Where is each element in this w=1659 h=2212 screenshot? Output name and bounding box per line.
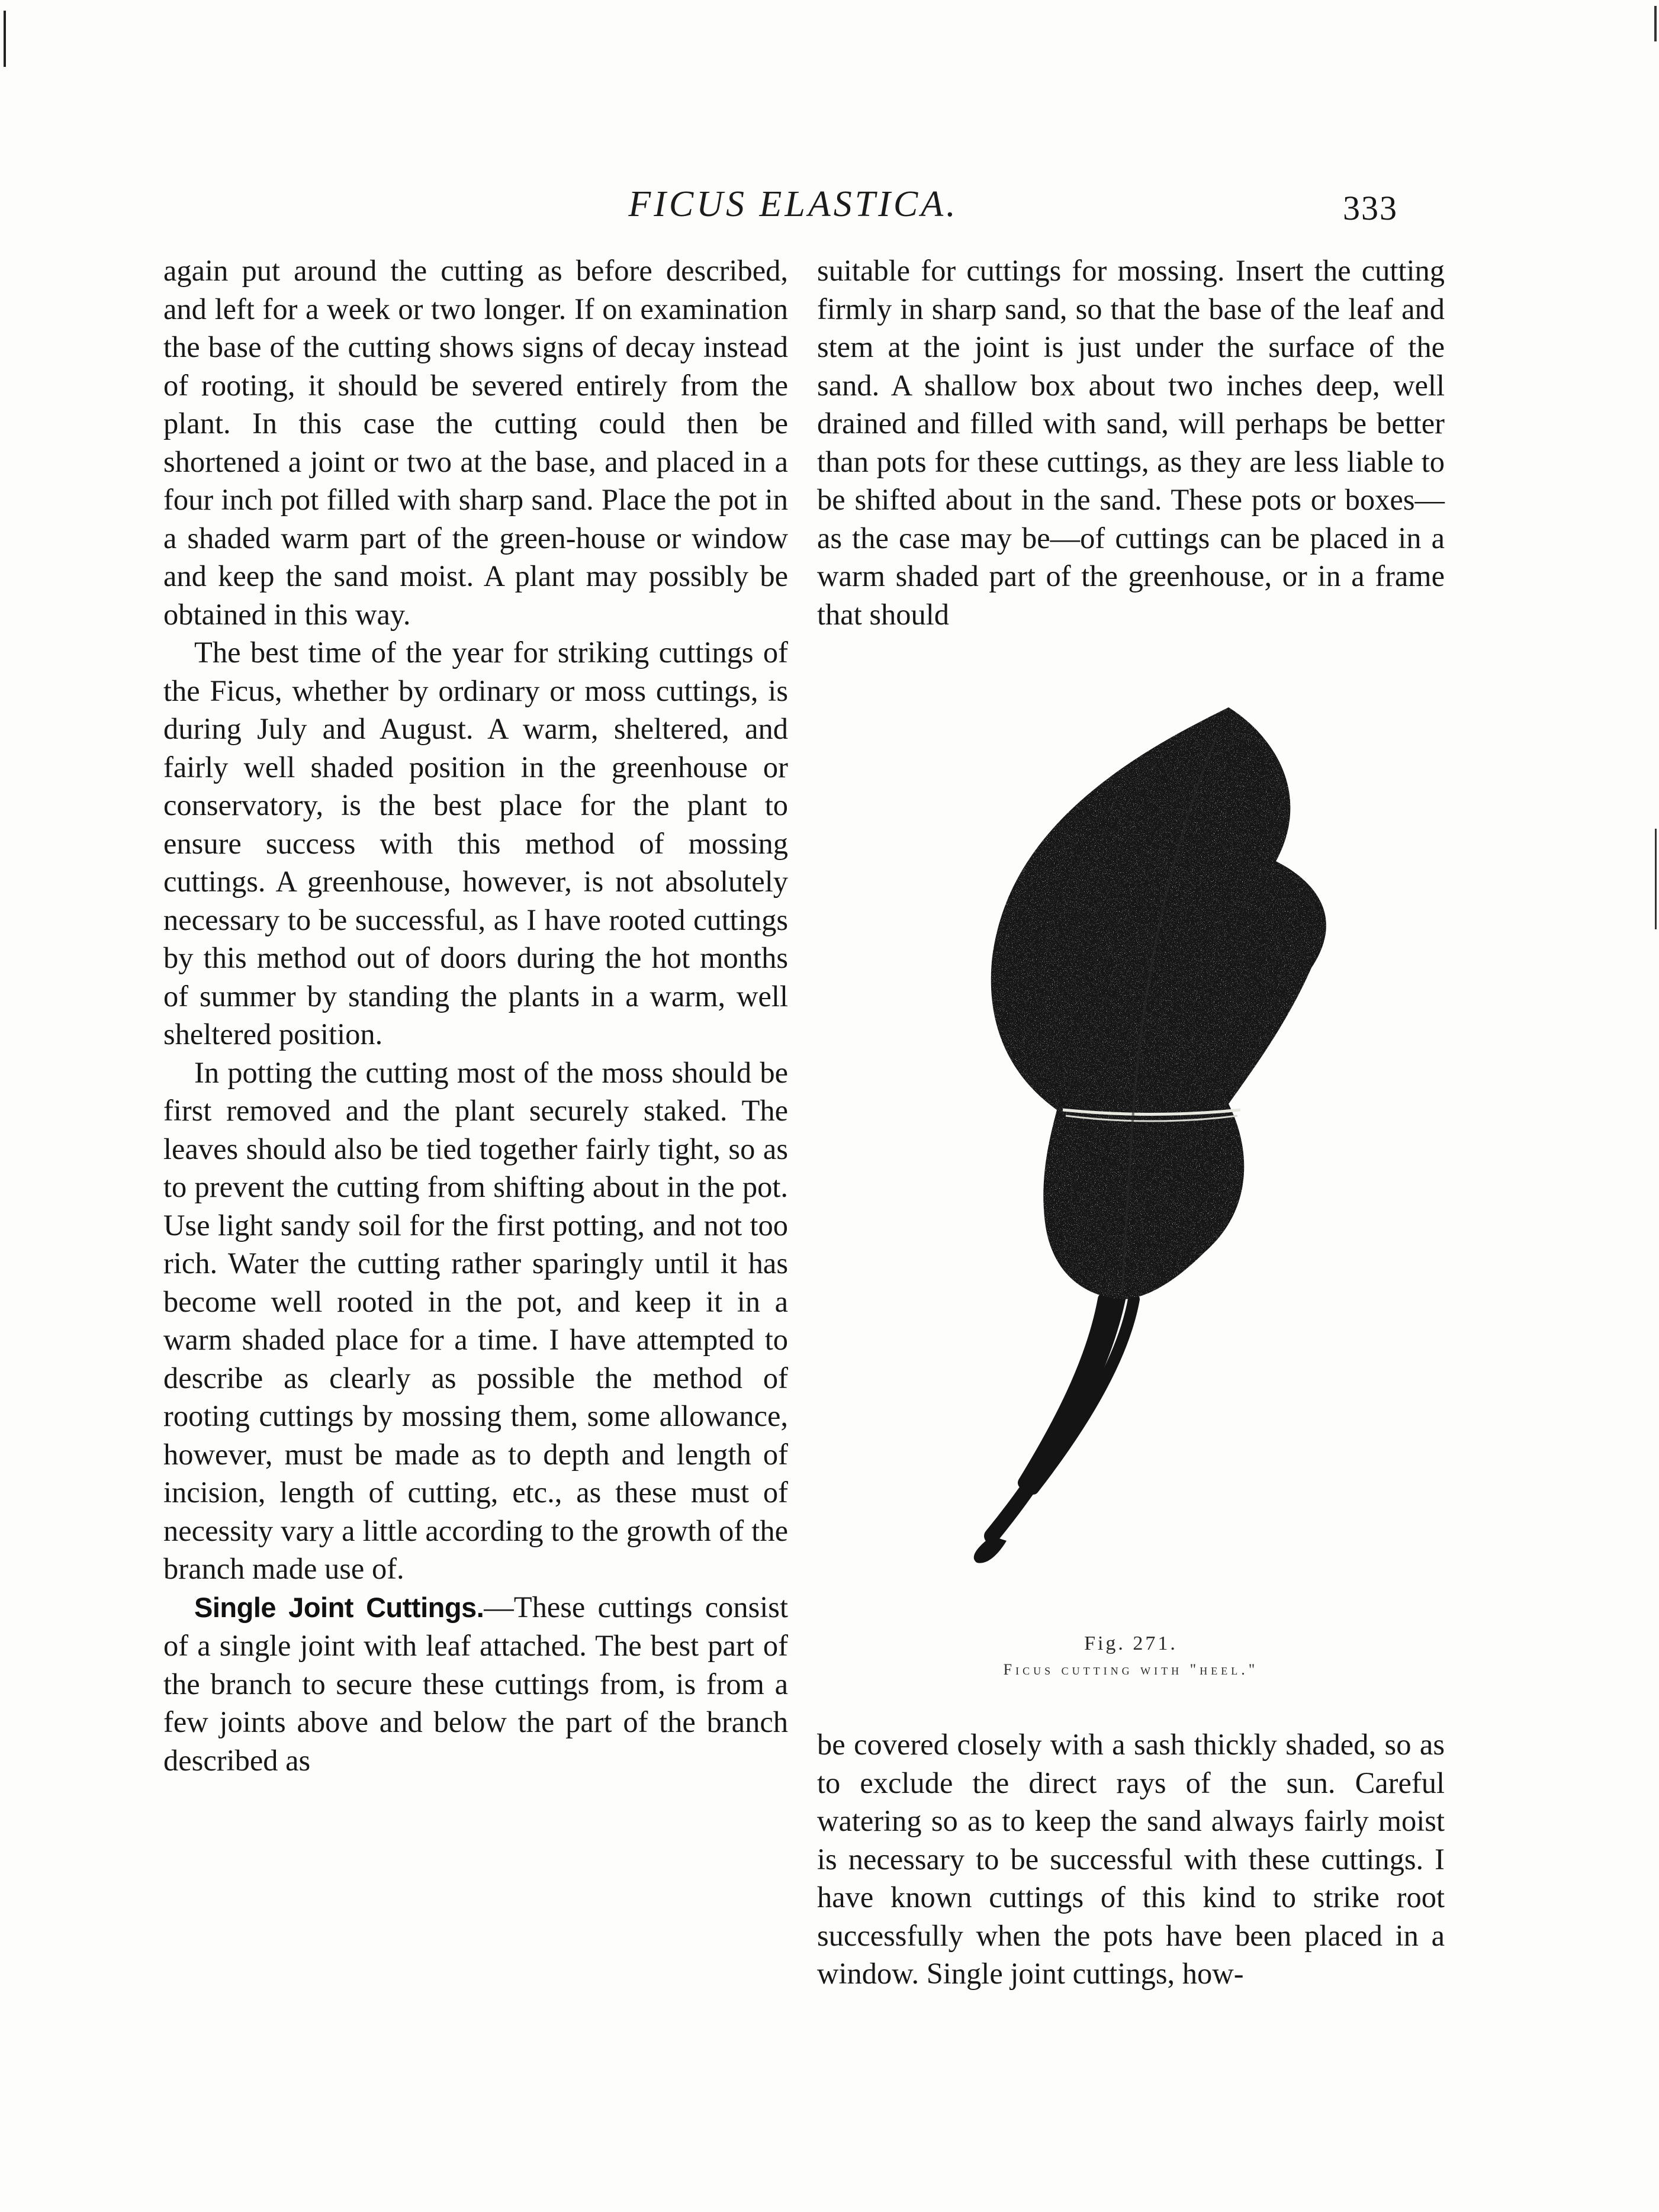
paragraph: be covered closely with a sash thickly shaded, so as to exclude the direct rays of the sun. Careful watering so as to keep the sand always fairly moist is necessary to be successful with these cuttings. I have known cuttings of this kind to strike root successfully when the pots have been placed in a window. Single joint cuttings, how- <box>817 1728 1445 1990</box>
paragraph: The best time of the year for striking cuttings of the Ficus, whether by ordinary or moss cuttings, is during July and August. A warm, sheltered, and fairly well shaded position in the greenhouse or conservatory, is the best place for the plant to ensure success with this method of mossing cuttings. A greenhouse, however, is not absolutely necessary to be successful, as I have rooted cuttings by this method out of doors during the hot months of summer by standing the plants in a warm, well sheltered position. <box>163 636 788 1051</box>
paragraph-single-joint-cuttings <box>163 1588 788 1780</box>
paragraph: In potting the cutting most of the moss should be first removed and the plant securely staked. The leaves should also be tied together fairly tight, so as to prevent the cutting from shifting about in the pot. Use light sandy soil for the first potting, and not too rich. Water the cutting rather sparingly until it has become well rooted in the pot, and keep it in a warm shaded place for a time. I have attempted to describe as clearly as possible the method of rooting cuttings by mossing them, some allowance, however, must be made as to depth and length of incision, length of cutting, etc., as these must of necessity vary a little according to the growth of the branch made use of. <box>163 1055 788 1585</box>
running-title: FICUS ELASTICA. <box>628 184 959 224</box>
run-in-heading: Single Joint Cuttings. <box>194 1591 484 1623</box>
leaf-body <box>991 707 1326 1299</box>
paragraph-body: —These cuttings consist of a single joint with leaf attached. The best part of the branch to secure these cuttings from, is from a few joints above and below the part of the branch described as <box>163 1590 788 1777</box>
right-text-column-top <box>817 252 1445 633</box>
scan-edge-mark <box>4 11 6 67</box>
right-text-column-bottom <box>817 1725 1445 1993</box>
left-text-column <box>163 252 788 1779</box>
page-number: 333 <box>1343 189 1398 227</box>
ficus-leaf-cutting-illustration <box>897 701 1359 1625</box>
paragraph: suitable for cuttings for mossing. Insert the cutting firmly in sharp sand, so that the base of the leaf and stem at the joint is just under the surface of the sand. A shallow box about two inches deep, well drained and filled with sand, will perhaps be better than pots for these cuttings, as they are less liable to be shifted about in the sand. These pots or boxes—as the case may be—of cuttings can be placed in a warm shaded part of the greenhouse, or in a frame that should <box>817 254 1445 631</box>
figure-number: Fig. 271. <box>1084 1633 1178 1654</box>
paragraph: again put around the cutting as before described, and left for a week or two longer. If on examination the base of the cutting shows signs of decay instead of rooting, it should be severed entirely from the plant. In this case the cutting could then be shortened a joint or two at the base, and placed in a four inch pot filled with sharp sand. Place the pot in a shaded warm part of the green-house or window and keep the sand moist. A plant may possibly be obtained in this way. <box>163 254 788 631</box>
scan-edge-mark-right <box>1655 829 1657 929</box>
scan-edge-mark-right <box>1654 6 1657 41</box>
figure-caption: Ficus cutting with "heel." <box>1003 1661 1259 1678</box>
leaf-stems <box>974 1293 1134 1563</box>
